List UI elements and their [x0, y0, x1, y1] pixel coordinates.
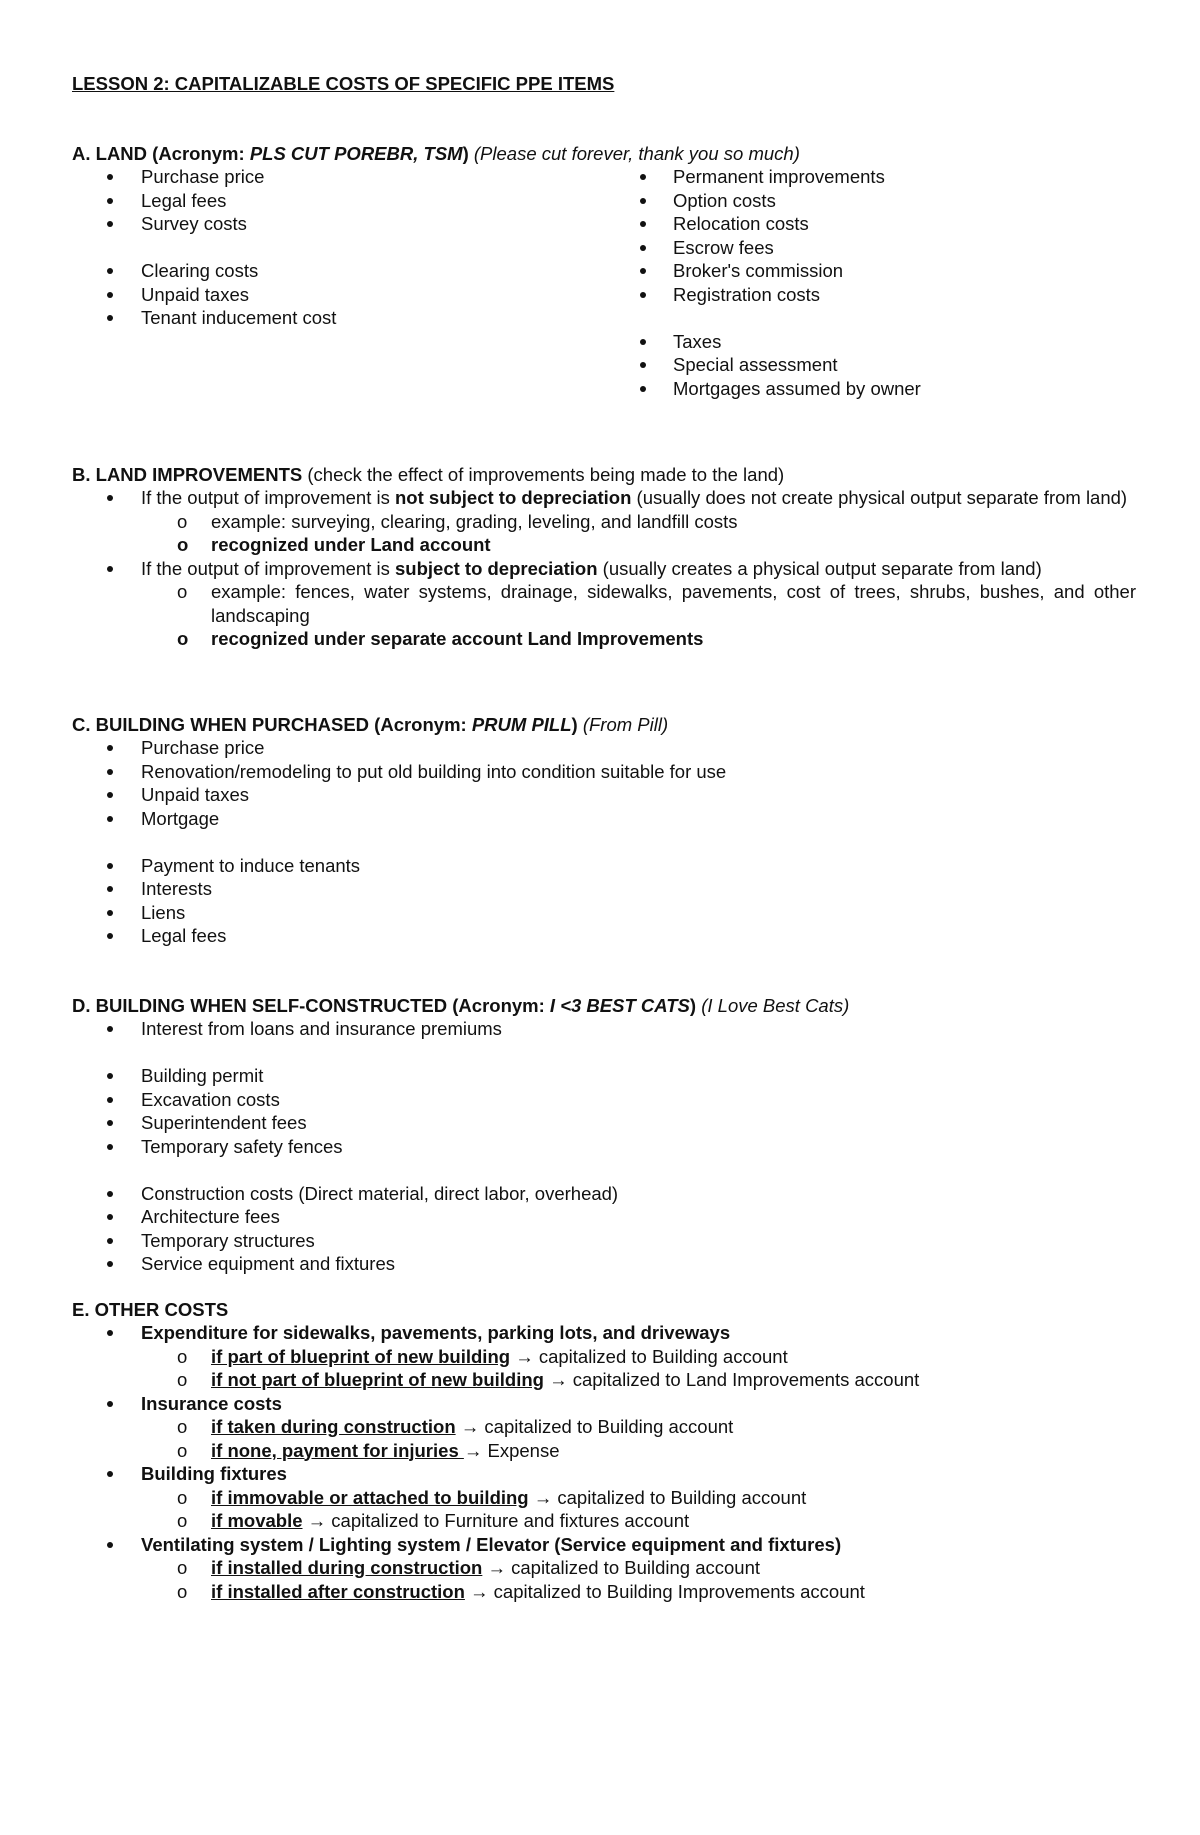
- list-item: Excavation costs: [72, 1088, 1136, 1112]
- list-item: Permanent improvements: [637, 165, 1136, 189]
- list-item: Expenditure for sidewalks, pavements, parking lots, and driveways o if part of blueprint of new building → capitalized to Building account o if not part of blueprint of new building → capitalized to Land Improvements account: [72, 1321, 1136, 1392]
- sub-list-item: o example: surveying, clearing, grading, leveling, and landfill costs: [141, 510, 1136, 534]
- section-a-left-column: [72, 165, 637, 400]
- list-item: Purchase price: [72, 736, 1136, 760]
- section-c-acronym: PRUM PILL: [471, 714, 572, 735]
- list-item: Construction costs (Direct material, direct labor, overhead): [72, 1182, 1136, 1206]
- list-item: Renovation/remodeling to put old building into condition suitable for use: [72, 760, 1136, 784]
- section-c-heading: C. BUILDING WHEN PURCHASED (Acronym: PRUM PILL) (From Pill): [72, 714, 669, 735]
- list-item: Building fixtures o if immovable or attached to building → capitalized to Building account o if movable → capitalized to Furniture and fixtures account: [72, 1462, 1136, 1533]
- sub-list-item: o if part of blueprint of new building → capitalized to Building account: [141, 1345, 1136, 1369]
- section-d-heading: D. BUILDING WHEN SELF-CONSTRUCTED (Acronym: I <3 BEST CATS) (I Love Best Cats): [72, 995, 850, 1016]
- list-item: Payment to induce tenants: [72, 854, 1136, 878]
- list-item: Unpaid taxes: [72, 283, 637, 307]
- sub-list-item: o if not part of blueprint of new building → capitalized to Land Improvements account: [141, 1368, 1136, 1392]
- section-a-columns: [72, 165, 1136, 400]
- list-item: Mortgages assumed by owner: [637, 377, 1136, 401]
- sub-list-item: o recognized under separate account Land Improvements: [141, 627, 1136, 651]
- arrow-icon: →: [487, 1557, 506, 1578]
- section-b-note: (check the effect of improvements being made to the land): [302, 464, 785, 485]
- list-item: Option costs: [637, 189, 1136, 213]
- list-item: Relocation costs: [637, 212, 1136, 236]
- list-item: Clearing costs: [72, 259, 637, 283]
- list-item: Temporary structures: [72, 1229, 1136, 1253]
- arrow-icon: →: [549, 1369, 568, 1390]
- list-item: Mortgage: [72, 807, 1136, 831]
- section-e-list: [72, 1321, 1136, 1603]
- list-item: Survey costs: [72, 212, 637, 236]
- list-item: Interests: [72, 877, 1136, 901]
- sub-list-item: o if movable → capitalized to Furniture and fixtures account: [141, 1509, 1136, 1533]
- sub-list-item: o if installed after construction → capitalized to Building Improvements account: [141, 1580, 1136, 1604]
- list-item: Legal fees: [72, 924, 1136, 948]
- sub-list-item: o if installed during construction → capitalized to Building account: [141, 1556, 1136, 1580]
- section-d-translation: (I Love Best Cats): [696, 995, 850, 1016]
- section-a-heading: A. LAND (Acronym: PLS CUT POREBR, TSM) (Please cut forever, thank you so much): [72, 143, 800, 164]
- list-item: Liens: [72, 901, 1136, 925]
- section-b-list: [72, 486, 1136, 651]
- list-item: Taxes: [637, 330, 1136, 354]
- sub-list-item: o if taken during construction → capitalized to Building account: [141, 1415, 1136, 1439]
- list-item: If the output of improvement is not subject to depreciation (usually does not create physical output separate from land) o example: surveying, clearing, grading, leveling, and landfill costs o recognized under Land account: [72, 486, 1136, 557]
- section-b-heading: B. LAND IMPROVEMENTS (check the effect of improvements being made to the land): [72, 464, 785, 485]
- list-item: Interest from loans and insurance premiums: [72, 1017, 1136, 1041]
- arrow-icon: →: [470, 1580, 489, 1602]
- arrow-icon: →: [533, 1486, 553, 1508]
- list-item: Special assessment: [637, 353, 1136, 377]
- list-item: Escrow fees: [637, 236, 1136, 260]
- list-item: If the output of improvement is subject to depreciation (usually creates a physical output separate from land) o example: fences, water systems, drainage, sidewalks, pavements, cost of trees, shrubs, bushes, and other landscaping o recognized under separate account Land Improvements: [72, 557, 1136, 651]
- list-item: Unpaid taxes: [72, 783, 1136, 807]
- list-item: Temporary safety fences: [72, 1135, 1136, 1159]
- list-item: Service equipment and fixtures: [72, 1252, 1136, 1276]
- sub-list-item: o if none, payment for injuries → Expense: [141, 1439, 1136, 1463]
- section-c-translation: (From Pill): [577, 714, 669, 735]
- sub-list-item: o example: fences, water systems, drainage, sidewalks, pavements, cost of trees, shrubs, bushes, and other landscaping: [141, 580, 1136, 627]
- arrow-icon: →: [463, 1439, 483, 1461]
- list-item: Purchase price: [72, 165, 637, 189]
- list-item: Tenant inducement cost: [72, 306, 637, 330]
- list-item: Superintendent fees: [72, 1111, 1136, 1135]
- list-item: Insurance costs o if taken during construction → capitalized to Building account o if none, payment for injuries → Expense: [72, 1392, 1136, 1463]
- section-e-heading: E. OTHER COSTS: [72, 1299, 229, 1320]
- sub-list-item: o if immovable or attached to building → capitalized to Building account: [141, 1486, 1136, 1510]
- section-d-list: [72, 1017, 1136, 1276]
- lesson-title: LESSON 2: CAPITALIZABLE COSTS OF SPECIFIC PPE ITEMS: [72, 73, 615, 94]
- list-item: Registration costs: [637, 283, 1136, 307]
- list-item: Building permit: [72, 1064, 1136, 1088]
- section-a-right-column: [637, 165, 1136, 400]
- list-item: Ventilating system / Lighting system / Elevator (Service equipment and fixtures) o if installed during construction → capitalized to Building account o if installed after construction → capitalized to Building Improvements account: [72, 1533, 1136, 1604]
- section-a-acronym: PLS CUT POREBR, TSM: [249, 143, 463, 164]
- section-c-list: [72, 736, 1136, 948]
- arrow-icon: →: [460, 1416, 480, 1437]
- sub-list-item: o recognized under Land account: [141, 533, 1136, 557]
- arrow-icon: →: [515, 1345, 534, 1367]
- section-a-translation: (Please cut forever, thank you so much): [468, 143, 800, 164]
- list-item: Architecture fees: [72, 1205, 1136, 1229]
- list-item: Legal fees: [72, 189, 637, 213]
- list-item: Broker's commission: [637, 259, 1136, 283]
- arrow-icon: →: [307, 1510, 327, 1531]
- section-d-acronym: I <3 BEST CATS: [549, 995, 690, 1016]
